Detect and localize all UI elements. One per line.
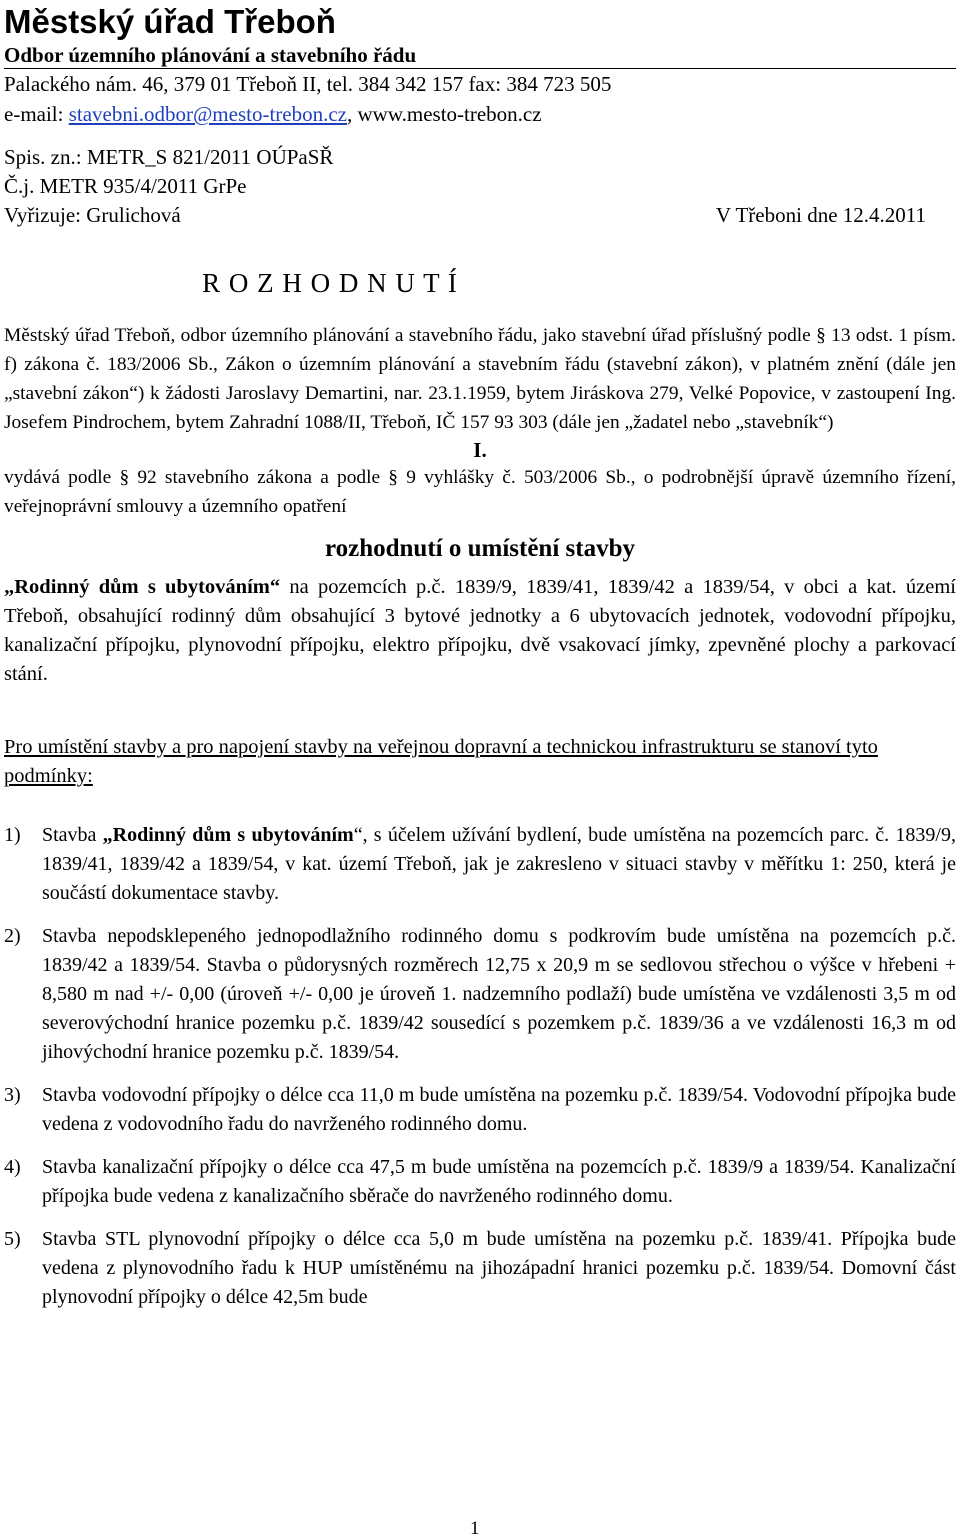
condition-number: 3) <box>4 1084 21 1106</box>
conditions-list <box>4 821 956 1312</box>
building-paragraph <box>4 573 956 689</box>
building-name: „Rodinný dům s ubytováním“ <box>4 576 281 598</box>
condition-number: 5) <box>4 1228 21 1250</box>
condition-text: Stavba vodovodní přípojky o délce cca 11,0 m bude umístěna na pozemku p.č. 1839/54. Vodovodní přípojka bude vedena z vodovodního řadu do navrženého rodinného domu. <box>42 1084 956 1135</box>
document-page <box>4 0 956 1326</box>
condition-building-name: „Rodinný dům s ubytováním <box>102 824 354 846</box>
conditions-heading: Pro umístění stavby a pro napojení stavby na veřejnou dopravní a technickou infrastrukturu se stanoví tyto podmínky: <box>4 736 878 787</box>
contact-line <box>4 99 956 129</box>
condition-text: Stavba STL plynovodní přípojky o délce cca 5,0 m bude umístěna na pozemku p.č. 1839/41. Přípojka bude vedena z plynovodního řadu k HUP umístěnému na jihozápadní hranici pozemku p.č. 1839/54. Domovní část plynovodní přípojky o délce 42,5m bude <box>42 1228 956 1308</box>
condition-text-start: Stavba <box>42 824 103 846</box>
condition-number: 4) <box>4 1156 21 1178</box>
condition-item <box>4 1225 956 1312</box>
decision-subtitle: rozhodnutí o umístění stavby <box>324 535 635 562</box>
email-link[interactable]: stavebni.odbor@mesto-trebon.cz <box>68 102 347 126</box>
condition-number: 1) <box>4 824 21 846</box>
file-reference: Spis. zn.: METR_S 821/2011 OÚPaSŘ <box>4 145 334 169</box>
building-description: na pozemcích p.č. 1839/9, 1839/41, 1839/42 a 1839/54, v obci a kat. území Třeboň, obsahující rodinný dům obsahující 3 bytové jednotky a 6 ubytovacích jednotek, vodovodní přípojku, kanalizační přípojku, plynovodní přípojku, elektro přípojku, dvě vsakovací jímky, zpevněné plochy a parkovací stání. <box>4 576 956 685</box>
email-label: e-mail: <box>4 102 69 126</box>
office-address: Palackého nám. 46, 379 01 Třeboň II, tel. 384 342 157 fax: 384 723 505 <box>4 72 612 96</box>
page-number: 1 <box>470 1518 480 1539</box>
office-title: Městský úřad Třeboň <box>4 3 336 40</box>
handled-by: Vyřizuje: Grulichová <box>4 203 181 227</box>
condition-text: Stavba nepodsklepeného jednopodlažního rodinného domu s podkrovím bude umístěna na pozemcích p.č. 1839/42 a 1839/54. Stavba o půdorysných rozměrech 12,75 x 20,9 m se sedlovou střechou o výšce v hřebeni + 8,580 m nad +/- 0,00 (úroveň +/- 0,00 je úroveň 1. nadzemního podlaží) bude umístěna ve vzdálenosti 3,5 m od severovýchodní hranice pozemku p.č. 1839/42 sousedící s pozemkem p.č. 1839/36 a ve vzdálenosti 16,3 m od jihovýchodní hranice pozemku p.č. 1839/54. <box>42 925 956 1063</box>
condition-text: Stavba kanalizační přípojky o délce cca 47,5 m bude umístěna na pozemcích p.č. 1839/9 a 1839/54. Kanalizační přípojka bude vedena z kanalizačního sběrače do navrženého rodinného domu. <box>42 1156 956 1207</box>
case-number: Č.j. METR 935/4/2011 GrPe <box>4 174 247 198</box>
issues-paragraph: vydává podle § 92 stavebního zákona a podle § 9 vyhlášky č. 503/2006 Sb., o podrobnější úpravě územního řízení, veřejnoprávní smlouvy a územního opatření <box>4 467 956 517</box>
condition-text <box>42 821 956 908</box>
handler-date-row <box>4 201 926 230</box>
decision-title: R O Z H O D N U T Í <box>202 268 458 298</box>
condition-item <box>4 1153 956 1211</box>
condition-number: 2) <box>4 925 21 947</box>
intro-paragraph: Městský úřad Třeboň, odbor územního plánování a stavebního řádu, jako stavební úřad příslušný podle § 13 odst. 1 písm. f) zákona č. 183/2006 Sb., Zákon o územním plánování a stavebním řádu (stavební zákon), v platném znění (dále jen „stavební zákon“) k žádosti Jaroslavy Demartini, nar. 23.1.1959, bytem Jiráskova 279, Velké Popovice, v zastoupení Ing. Josefem Pindrochem, bytem Zahradní 1088/II, Třeboň, IČ 157 93 303 (dále jen „žadatel nebo „stavebník“) <box>4 325 956 433</box>
condition-item <box>4 821 956 908</box>
condition-text-end: “, s účelem užívání bydlení, bude umístěna na pozemcích parc. č. 1839/9, 1839/41, 1839/42 a 1839/54, v kat. území Třeboň, jak je zakresleno v situaci stavby v měřítku 1: 250, která je součástí dokumentace stavby. <box>42 824 956 904</box>
condition-item <box>4 1081 956 1139</box>
department-name: Odbor územního plánování a stavebního řádu <box>4 42 956 69</box>
web-address: , www.mesto-trebon.cz <box>347 102 542 126</box>
section-roman-numeral: I. <box>473 438 487 462</box>
condition-item <box>4 922 956 1067</box>
issue-date: V Třeboni dne 12.4.2011 <box>715 203 926 227</box>
